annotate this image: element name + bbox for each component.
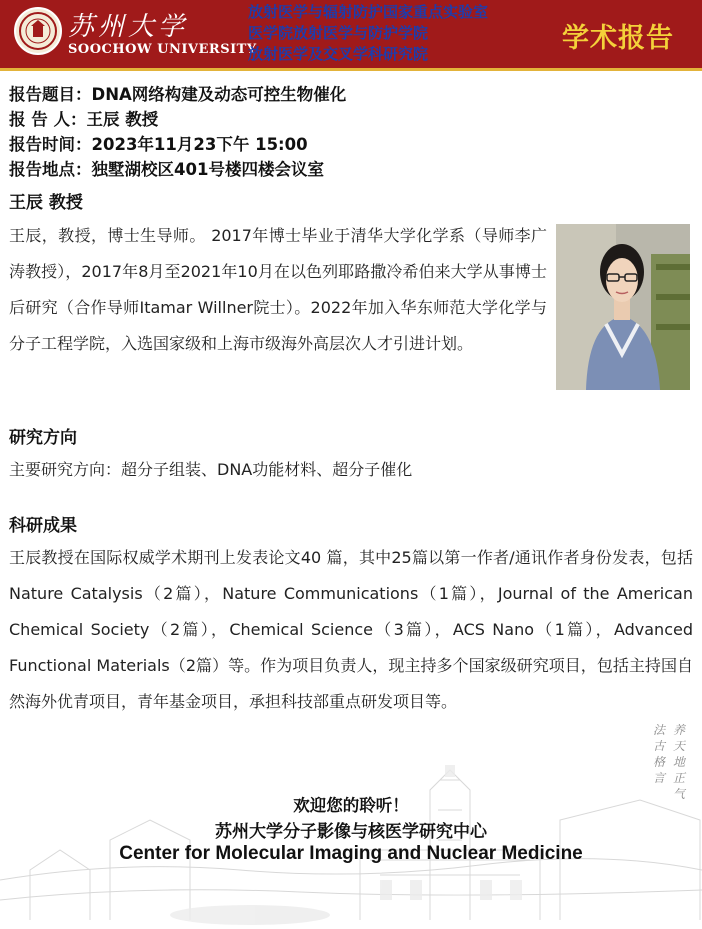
lab-name: 放射医学及交叉学科研究院 [248,45,429,63]
speaker-heading: 王辰 教授 [9,193,83,213]
achievements-text: 王辰教授在国际权威学术期刊上发表论文40 篇，其中25篇以第一作者/通讯作者身份发表，包括Nature Catalysis（2篇），Nature Communications（1篇），Journal of the American Chemical Society（2篇），Chemical Science（3篇），ACS Nano（1篇），Advanced Functional Materials（2篇）等。作为项目负责人，现主持多个国家级研究项目，包括主持国自然海外优青项目，青年基金项目，承担科技部重点研发项目等。 [9,548,693,711]
calligraphy-decoration: 养 天 地 正 气 [672,723,685,801]
university-seal-icon [14,7,62,55]
lecture-location: 报告地点：独墅湖校区401号楼四楼会议室 [9,160,324,179]
page-title: 学术报告 [562,23,674,54]
lab-name: 医学院放射医学与防护学院 [248,24,429,42]
speaker-photo [556,224,690,390]
university-name-cn: 苏州大学 [68,12,189,42]
lab-list [248,2,488,65]
lecture-info [9,82,346,182]
research-text: 主要研究方向：超分子组装、DNA功能材料、超分子催化 [9,460,413,479]
university-name-en: SOOCHOW UNIVERSITY [68,42,257,57]
header-divider [0,68,702,71]
lab-name: 放射医学与辐射防护国家重点实验室 [248,3,489,21]
header-banner [0,0,702,68]
lecture-speaker: 报 告 人：王辰 教授 [9,110,159,129]
lecture-time: 报告时间：2023年11月23下午 15:00 [9,135,308,154]
organizer-en: Center for Molecular Imaging and Nuclear Medicine [119,843,583,864]
calligraphy-decoration: 法 古 格 言 [652,723,665,785]
research-heading: 研究方向 [9,428,77,448]
achievements-heading: 科研成果 [9,516,77,536]
speaker-bio: 王辰，教授，博士生导师。 2017年博士毕业于清华大学化学系（导师李广涛教授），2017年8月至2021年10月在以色列耶路撒冷希伯来大学从事博士后研究（合作导师Itamar Willner院士）。2022年加入华东师范大学化学与分子工程学院，入选国家级和上海市级海外高层次人才引进计划。 [9,226,547,353]
welcome-text: 欢迎您的聆听！ [293,796,409,815]
lecture-topic: 报告题目：DNA网络构建及动态可控生物催化 [9,85,347,104]
organizer-cn: 苏州大学分子影像与核医学研究中心 [215,822,487,842]
